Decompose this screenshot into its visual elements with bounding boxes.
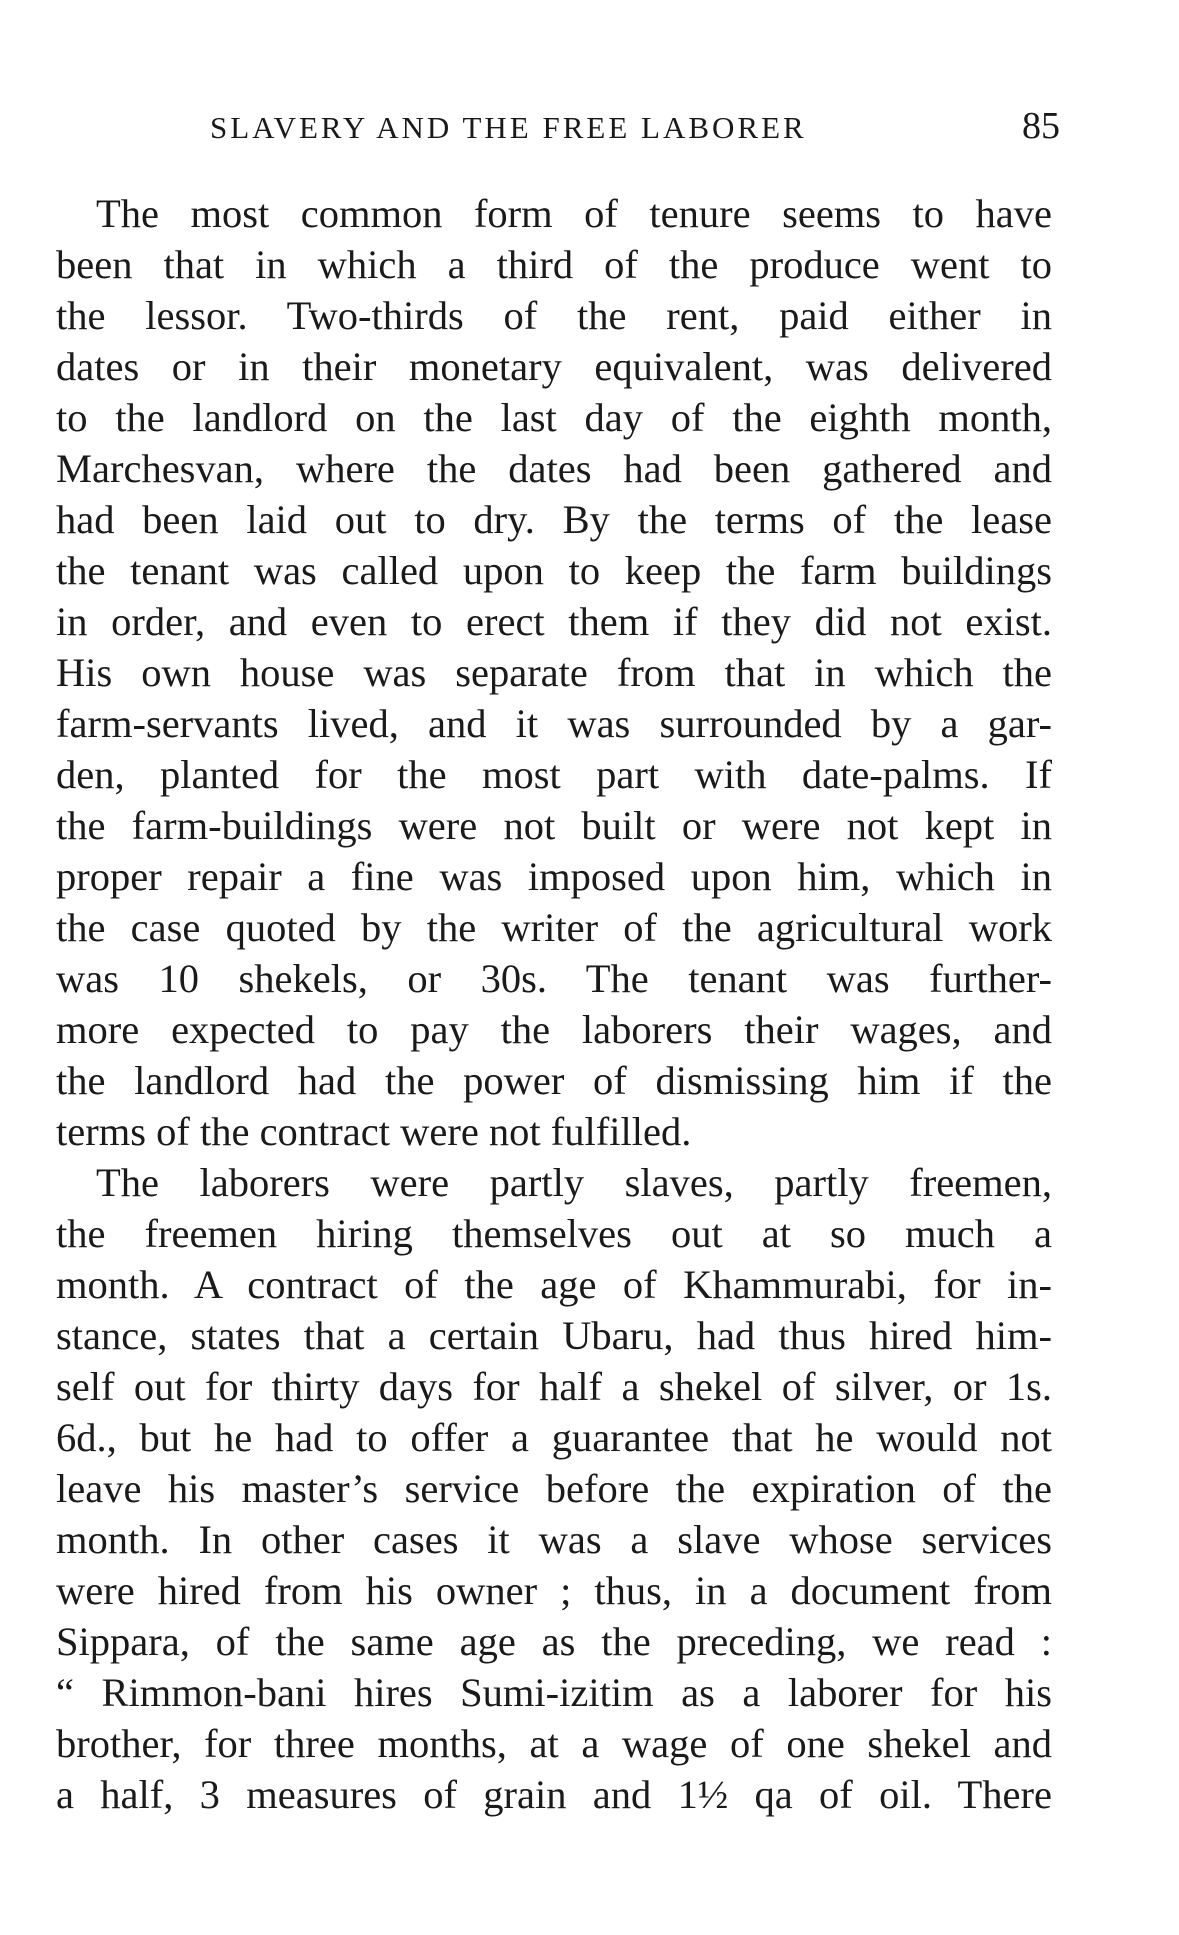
text-line: the freemen hiring themselves out at so much a [56, 1211, 1052, 1256]
text-line: The laborers were partly slaves, partly freemen, [96, 1160, 1052, 1205]
text-line: proper repair a fine was imposed upon him, which in [56, 854, 1052, 899]
text-line: were hired from his owner ; thus, in a document from [56, 1568, 1052, 1613]
text-line: the landlord had the power of dismissing him if the [56, 1058, 1052, 1103]
running-head: SLAVERY AND THE FREE LABORER [210, 110, 807, 145]
text-line: the farm-buildings were not built or were not kept in [56, 803, 1052, 848]
text-line: His own house was separate from that in which the [56, 650, 1052, 695]
text-line: leave his master’s service before the expiration of the [56, 1466, 1052, 1511]
text-line: brother, for three months, at a wage of one shekel and [56, 1721, 1052, 1766]
text-line: to the landlord on the last day of the eighth month, [56, 395, 1052, 440]
text-line: the lessor. Two-thirds of the rent, paid either in [56, 293, 1052, 338]
text-line: den, planted for the most part with date-palms. If [56, 752, 1052, 797]
page-number: 85 [1022, 105, 1060, 147]
text-line: more expected to pay the laborers their wages, and [56, 1007, 1052, 1052]
text-line: Sippara, of the same age as the preceding, we read : [56, 1619, 1052, 1664]
text-line: dates or in their monetary equivalent, was delivered [56, 344, 1052, 389]
text-line: the tenant was called upon to keep the farm buildings [56, 548, 1052, 593]
text-line: in order, and even to erect them if they did not exist. [56, 599, 1052, 644]
text-line: been that in which a third of the produce went to [56, 242, 1052, 287]
text-line: stance, states that a certain Ubaru, had thus hired him- [56, 1313, 1052, 1358]
paragraph-2 [56, 1157, 1052, 1820]
text-line: self out for thirty days for half a shekel of silver, or 1s. [56, 1364, 1052, 1409]
text-line: was 10 shekels, or 30s. The tenant was further- [56, 956, 1052, 1001]
page-header [60, 104, 1060, 164]
text-line: a half, 3 measures of grain and 1½ qa of oil. There [56, 1772, 1052, 1817]
text-line: month. A contract of the age of Khammurabi, for in- [56, 1262, 1052, 1307]
text-line: terms of the contract were not fulfilled. [56, 1109, 692, 1154]
text-line: the case quoted by the writer of the agricultural work [56, 905, 1052, 950]
text-line: The most common form of tenure seems to have [96, 191, 1052, 236]
text-line: 6d., but he had to offer a guarantee that he would not [56, 1415, 1052, 1460]
text-line: Marchesvan, where the dates had been gathered and [56, 446, 1052, 491]
text-line: month. In other cases it was a slave whose services [56, 1517, 1052, 1562]
paragraph-1 [56, 188, 1052, 1157]
body-text [56, 188, 1052, 1820]
text-line: had been laid out to dry. By the terms of the lease [56, 497, 1052, 542]
text-line: farm-servants lived, and it was surrounded by a gar- [56, 701, 1052, 746]
text-line: “ Rimmon-bani hires Sumi-izitim as a laborer for his [56, 1670, 1052, 1715]
